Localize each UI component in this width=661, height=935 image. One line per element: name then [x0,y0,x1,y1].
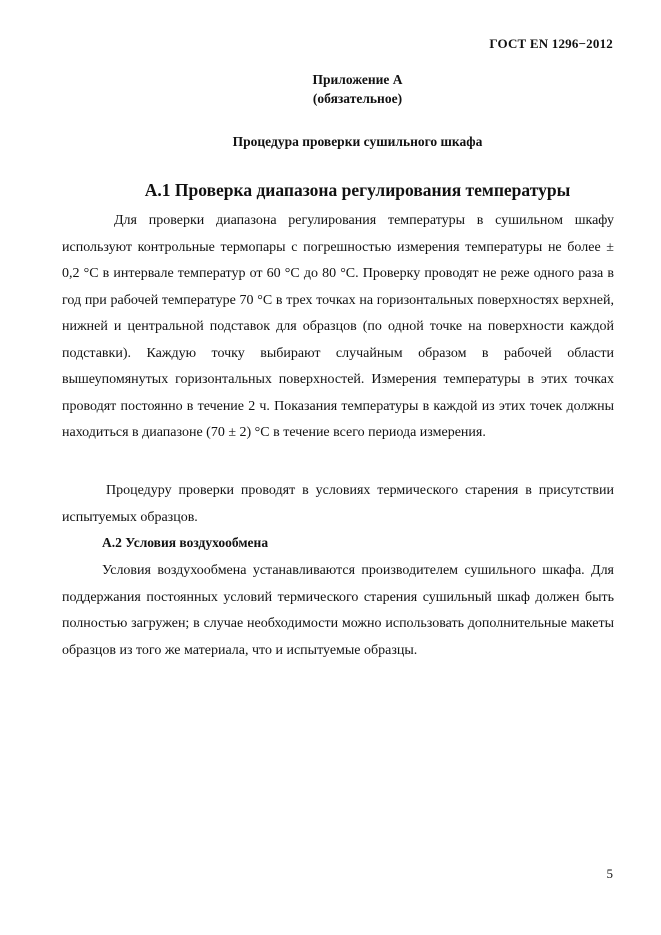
section-a1-heading: А.1 Проверка диапазона регулирования температуры [144,180,571,200]
annex-title [0,70,661,108]
section-a2-paragraph-1: Условия воздухообмена устанавливаются производителем сушильного шкафа. Для поддержания постоянных условий термического старения сушильный шкаф должен быть полностью загружен; в случае необходимости можно использовать дополнительные макеты образцов из того же материала, что и испытуемые образцы. [62,563,614,658]
annex-title-line2: (обязательное) [312,91,403,106]
section-a1-paragraph-2: Процедуру проверки проводят в условиях термического старения в присутствии испытуемых образцов. [62,483,614,525]
section-a1-paragraph-1: Для проверки диапазона регулирования температуры в сушильном шкафу используют контрольные термопары с погрешностью измерения температуры не более ± 0,2 °С в интервале температур от 60 °С до 80 °С. Проверку проводят не реже одного раза в год при рабочей температуре 70 °С в трех точках на горизонтальных поверхностях верхней, нижней и центральной подставок для образцов (по одной точке на поверхности каждой подставки). Каждую точку выбирают случайным образом в рабочей области вышеупомянутых горизонтальных поверхностей. Измерения температуры в этих точках проводят постоянно в течение 2 ч. Показания температуры в каждой из этих точек должны находиться в диапазоне (70 ± 2) °С в течение всего периода измерения. [62,213,614,440]
document-code: ГОСТ EN 1296−2012 [489,36,613,51]
page-number: 5 [606,866,613,881]
procedure-title: Процедура проверки сушильного шкафа [232,134,483,149]
section-a2-heading: А.2 Условия воздухообмена [102,535,269,550]
annex-title-line1: Приложение А [312,72,403,87]
